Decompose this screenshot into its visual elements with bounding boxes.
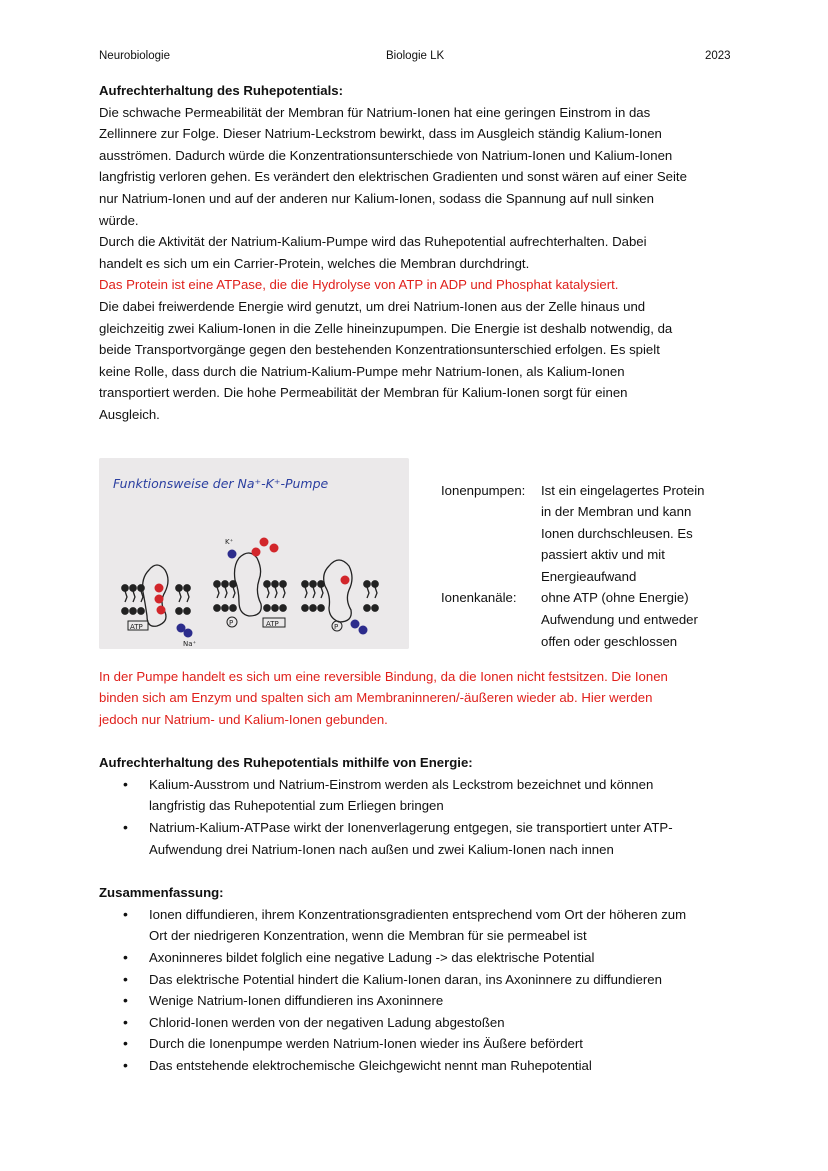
- section-heading-ruhepotential: Aufrechterhaltung des Ruhepotentials:: [99, 83, 343, 98]
- definition-line: Ionen durchschleusen. Es: [541, 525, 693, 541]
- figure-row: [99, 458, 739, 666]
- pump-diagram-drawing: [99, 458, 409, 649]
- definition-row: [441, 480, 704, 588]
- text-line: In der Pumpe handelt es sich um eine reversible Bindung, da die Ionen nicht festsitzen. Die Ionen: [99, 668, 668, 684]
- text-line: ausströmen. Dadurch würde die Konzentrationsunterschiede von Natrium-Ionen und Kalium-Ionen: [99, 147, 673, 163]
- header-subject: Neurobiologie: [99, 50, 170, 62]
- label-atp: ATP: [266, 619, 279, 628]
- text-line: langfristig verloren gehen. Es verändert den elektrischen Gradienten und sonst wären auf einer Seite: [99, 169, 687, 185]
- list-item: [149, 1055, 739, 1077]
- list-item-line: • Durch die Ionenpumpe werden Natrium-Ionen wieder ins Äußere befördert: [149, 1036, 583, 1052]
- sodium-ion: [155, 594, 164, 603]
- list-item: [149, 947, 739, 969]
- list-item-line: • Kalium-Ausstrom und Natrium-Einstrom werden als Leckstrom bezeichnet und können: [149, 776, 654, 792]
- diagram-title: Funktionsweise der Na⁺-K⁺-Pumpe: [113, 475, 329, 491]
- text-line: transportiert werden. Die hohe Permeabilität der Membran für Kalium-Ionen sorgt für einen: [99, 385, 628, 401]
- sodium-ion: [252, 547, 261, 556]
- definition-line: Aufwendung und entweder: [541, 612, 698, 628]
- text-line: handelt es sich um ein Carrier-Protein, welches die Membran durchdringt.: [99, 255, 530, 271]
- text-line: Zellinnere zur Folge. Dieser Natrium-Leckstrom bewirkt, dass im Ausgleich ständig Kalium-Ionen: [99, 126, 662, 142]
- list-item-line: • Ionen diffundieren, ihrem Konzentrationsgradienten entsprechend vom Ort der höheren zum: [149, 906, 687, 922]
- header-course: Biologie LK: [386, 50, 445, 62]
- potassium-ion: [359, 625, 368, 634]
- sodium-ion: [270, 543, 279, 552]
- text-line: Durch die Aktivität der Natrium-Kalium-Pumpe wird das Ruhepotential aufrechterhalten. Dabei: [99, 234, 647, 250]
- highlight-atpase: Das Protein ist eine ATPase, die die Hydrolyse von ATP in ADP und Phosphat katalysiert.: [99, 277, 619, 293]
- paragraph-leckstrom: [99, 102, 739, 426]
- text-line: nur Natrium-Ionen und auf der anderen nur Kalium-Ionen, sodass die Spannung auf null sinken: [99, 190, 654, 206]
- definitions-table: [441, 480, 704, 653]
- list-item-line: • Axoninneres bildet folglich eine negative Ladung -> das elektrische Potential: [149, 950, 595, 966]
- list-item-line: • Natrium-Kalium-ATPase wirkt der Ionenverlagerung entgegen, sie transportiert unter ATP-: [149, 820, 673, 836]
- definition-line: ohne ATP (ohne Energie): [541, 590, 689, 606]
- text-line: binden sich am Enzym und spalten sich am Membraninneren/-äußeren wieder ab. Hier werden: [99, 690, 653, 706]
- sodium-ion: [157, 605, 166, 614]
- term-ionenpumpen: Ionenpumpen:: [441, 482, 526, 498]
- potassium-ion: [351, 619, 360, 628]
- list-item-line: langfristig das Ruhepotential zum Erliegen bringen: [149, 798, 444, 814]
- label-phosphate: P: [334, 622, 339, 631]
- list-item: [149, 904, 739, 947]
- potassium-ion: [184, 628, 193, 637]
- list-item-line: • Das entstehende elektrochemische Gleichgewicht nennt man Ruhepotential: [149, 1058, 592, 1073]
- list-item: [149, 990, 739, 1012]
- list-item: [149, 774, 739, 817]
- sodium-ion: [341, 575, 350, 584]
- label-k: K⁺: [225, 537, 234, 546]
- label-na: Na⁺: [183, 639, 197, 648]
- definition-line: passiert aktiv und mit: [541, 547, 665, 563]
- text-line: würde.: [99, 212, 139, 228]
- definition-ionenpumpen: [541, 480, 704, 588]
- section-heading-zusammenfassung: Zusammenfassung:: [99, 885, 224, 901]
- list-item-line: • Chlorid-Ionen werden von der negativen Ladung abgestoßen: [149, 1014, 505, 1030]
- document-body: [99, 80, 739, 1077]
- definition-row: [441, 587, 704, 652]
- bullet-list-energie: [99, 774, 739, 860]
- label-atp: ATP: [130, 622, 143, 631]
- text-line: Die dabei freiwerdende Energie wird genutzt, um drei Natrium-Ionen aus der Zelle hinaus und: [99, 298, 646, 314]
- sodium-ion: [260, 537, 269, 546]
- text-line: gleichzeitig zwei Kalium-Ionen in die Zelle hineinzupumpen. Die Energie ist deshalb notwendig, da: [99, 320, 673, 336]
- list-item-line: • Das elektrische Potential hindert die Kalium-Ionen daran, ins Axoninnere zu diffundieren: [149, 971, 662, 987]
- list-item-line: Aufwendung drei Natrium-Ionen nach außen und zwei Kalium-Ionen nach innen: [149, 841, 614, 857]
- definition-line: offen oder geschlossen: [541, 633, 678, 649]
- text-line: Die schwache Permeabilität der Membran für Natrium-Ionen hat eine geringen Einstrom in das: [99, 104, 651, 120]
- paragraph-reversible-binding: [99, 666, 739, 731]
- definition-ionenkanaele: [541, 587, 704, 652]
- text-line: beide Transportvorgänge gegen den bestehenden Konzentrationsunterschied erfolgen. Es spielt: [99, 342, 660, 358]
- pump-diagram-photo: [99, 458, 409, 649]
- term-ionenkanaele: Ionenkanäle:: [441, 590, 517, 606]
- sodium-ion: [155, 583, 164, 592]
- label-phosphate: P: [229, 618, 234, 627]
- text-line: jedoch nur Natrium- und Kalium-Ionen gebunden.: [99, 711, 388, 727]
- text-line: keine Rolle, dass durch die Natrium-Kalium-Pumpe mehr Natrium-Ionen, als Kalium-Ionen: [99, 363, 625, 379]
- text-line: Ausgleich.: [99, 406, 160, 422]
- section-heading-energie: Aufrechterhaltung des Ruhepotentials mithilfe von Energie:: [99, 755, 473, 771]
- bullet-list-zusammenfassung: [99, 904, 739, 1077]
- header-year: 2023: [705, 50, 731, 62]
- definition-line: Ist ein eingelagertes Protein: [541, 482, 705, 498]
- definition-line: in der Membran und kann: [541, 504, 692, 520]
- list-item: [149, 1033, 739, 1055]
- potassium-ion: [228, 549, 237, 558]
- list-item: [149, 817, 739, 860]
- list-item-line: Ort der niedrigeren Konzentration, wenn die Membran für sie permeabel ist: [149, 928, 587, 944]
- definition-line: Energieaufwand: [541, 568, 637, 584]
- list-item: [149, 969, 739, 991]
- list-item-line: • Wenige Natrium-Ionen diffundieren ins Axoninnere: [149, 993, 444, 1009]
- list-item: [149, 1012, 739, 1034]
